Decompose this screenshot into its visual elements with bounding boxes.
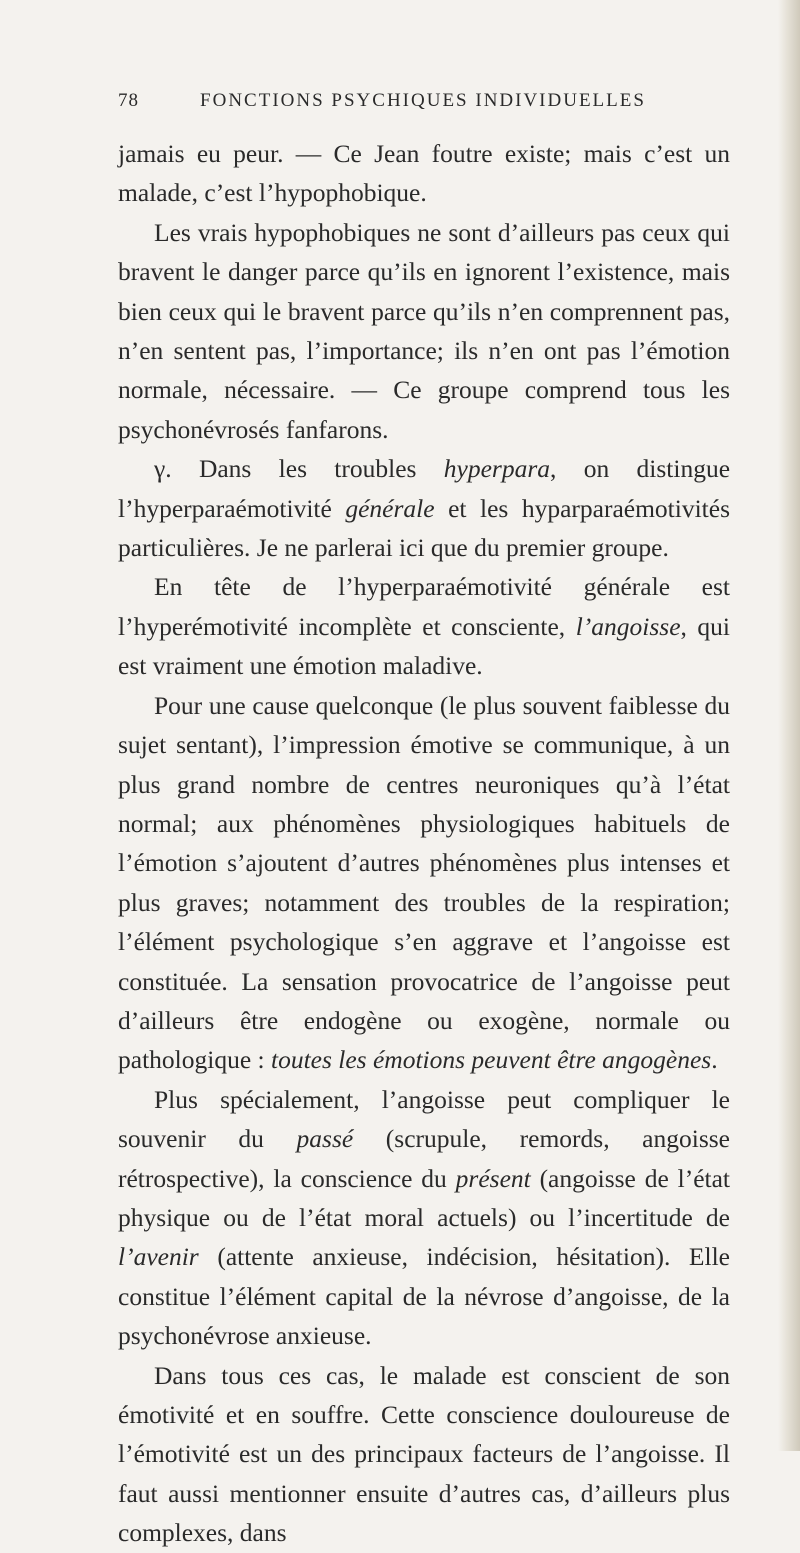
italic-text: hyperpara xyxy=(443,454,551,484)
text-segment: Dans tous ces cas, le malade est conscient de son émotivité et en souffre. Cette conscience douloureuse de l’émotivité est un des principaux facteurs de l’angoisse. Il faut aussi mentionner ensuite d’autres cas, d’ailleurs plus complexes, dans xyxy=(118,1360,730,1548)
text-segment: (attente anxieuse, indécision, hésitation). Elle constitue l’élément capital de la névrose d’angoisse, de la psychonévrose anxieuse. xyxy=(118,1242,730,1351)
paragraph xyxy=(118,134,730,213)
paragraph xyxy=(118,567,730,685)
paragraph xyxy=(118,213,730,449)
italic-text: générale xyxy=(345,493,435,523)
text-segment: (angoisse de l’état physique ou de l’état moral actuels) ou l’incertitude de xyxy=(118,1163,730,1232)
text-segment: jamais eu peur. — Ce Jean foutre existe; mais c’est un malade, c’est l’hypophobique. xyxy=(118,139,730,208)
italic-text: l’angoisse xyxy=(575,611,681,641)
text-segment: Pour une cause quelconque (le plus souvent faiblesse du sujet sentant), l’impression émotive se communique, à un plus grand nombre de centres neuroniques qu’à l’état normal; aux phénomènes physiologiques habituels de l’émotion s’ajoutent d’autres phénomènes plus intenses et plus graves; notamment des troubles de la respiration; l’élément psychologique s’en aggrave et l’angoisse est constituée. La sensation provocatrice de l’angoisse peut d’ailleurs être endogène ou exogène, normale ou pathologique : xyxy=(118,690,730,1075)
paragraph xyxy=(118,686,730,1080)
text-segment: γ. Dans les troubles xyxy=(154,454,444,484)
page-header xyxy=(118,90,728,116)
text-segment: et les hyparparaémotivités particulières. Je ne parlerai ici que du premier groupe. xyxy=(118,493,730,563)
body-text xyxy=(118,134,730,1553)
text-segment: , on distingue l’hyperparaémotivité xyxy=(118,454,731,523)
italic-text: présent xyxy=(455,1163,531,1193)
paragraph xyxy=(118,449,730,567)
text-segment: Les vrais hypophobiques ne sont d’ailleurs pas ceux qui bravent le danger parce qu’ils en ignorent l’existence, mais bien ceux qui le bravent parce qu’ils n’en comprennent pas, n’en sentent pas, l’importance; ils n’en ont pas l’émotion normale, nécessaire. — Ce groupe comprend tous les psychonévrosés fanfarons. xyxy=(118,217,730,444)
page-edge-shadow xyxy=(778,0,800,1451)
text-segment: , qui est vraiment une émotion maladive. xyxy=(118,611,730,681)
text-segment: Plus spécialement, l’angoisse peut compliquer le souvenir du xyxy=(118,1084,730,1154)
running-head: FONCTIONS PSYCHIQUES INDIVIDUELLES xyxy=(200,90,646,111)
text-segment: . xyxy=(711,1045,718,1075)
italic-text: passé xyxy=(296,1124,354,1154)
text-segment: En tête de l’hyperparaémotivité générale est l’hyperémotivité incomplète et consciente, xyxy=(118,572,730,641)
text-segment: (scrupule, remords, angoisse rétrospective), la conscience du xyxy=(118,1124,730,1193)
italic-text: l’avenir xyxy=(118,1242,199,1272)
italic-text: toutes les émotions peuvent être angogènes xyxy=(270,1045,712,1075)
paragraph xyxy=(118,1356,730,1553)
page-number: 78 xyxy=(118,90,139,111)
paragraph xyxy=(118,1080,730,1356)
